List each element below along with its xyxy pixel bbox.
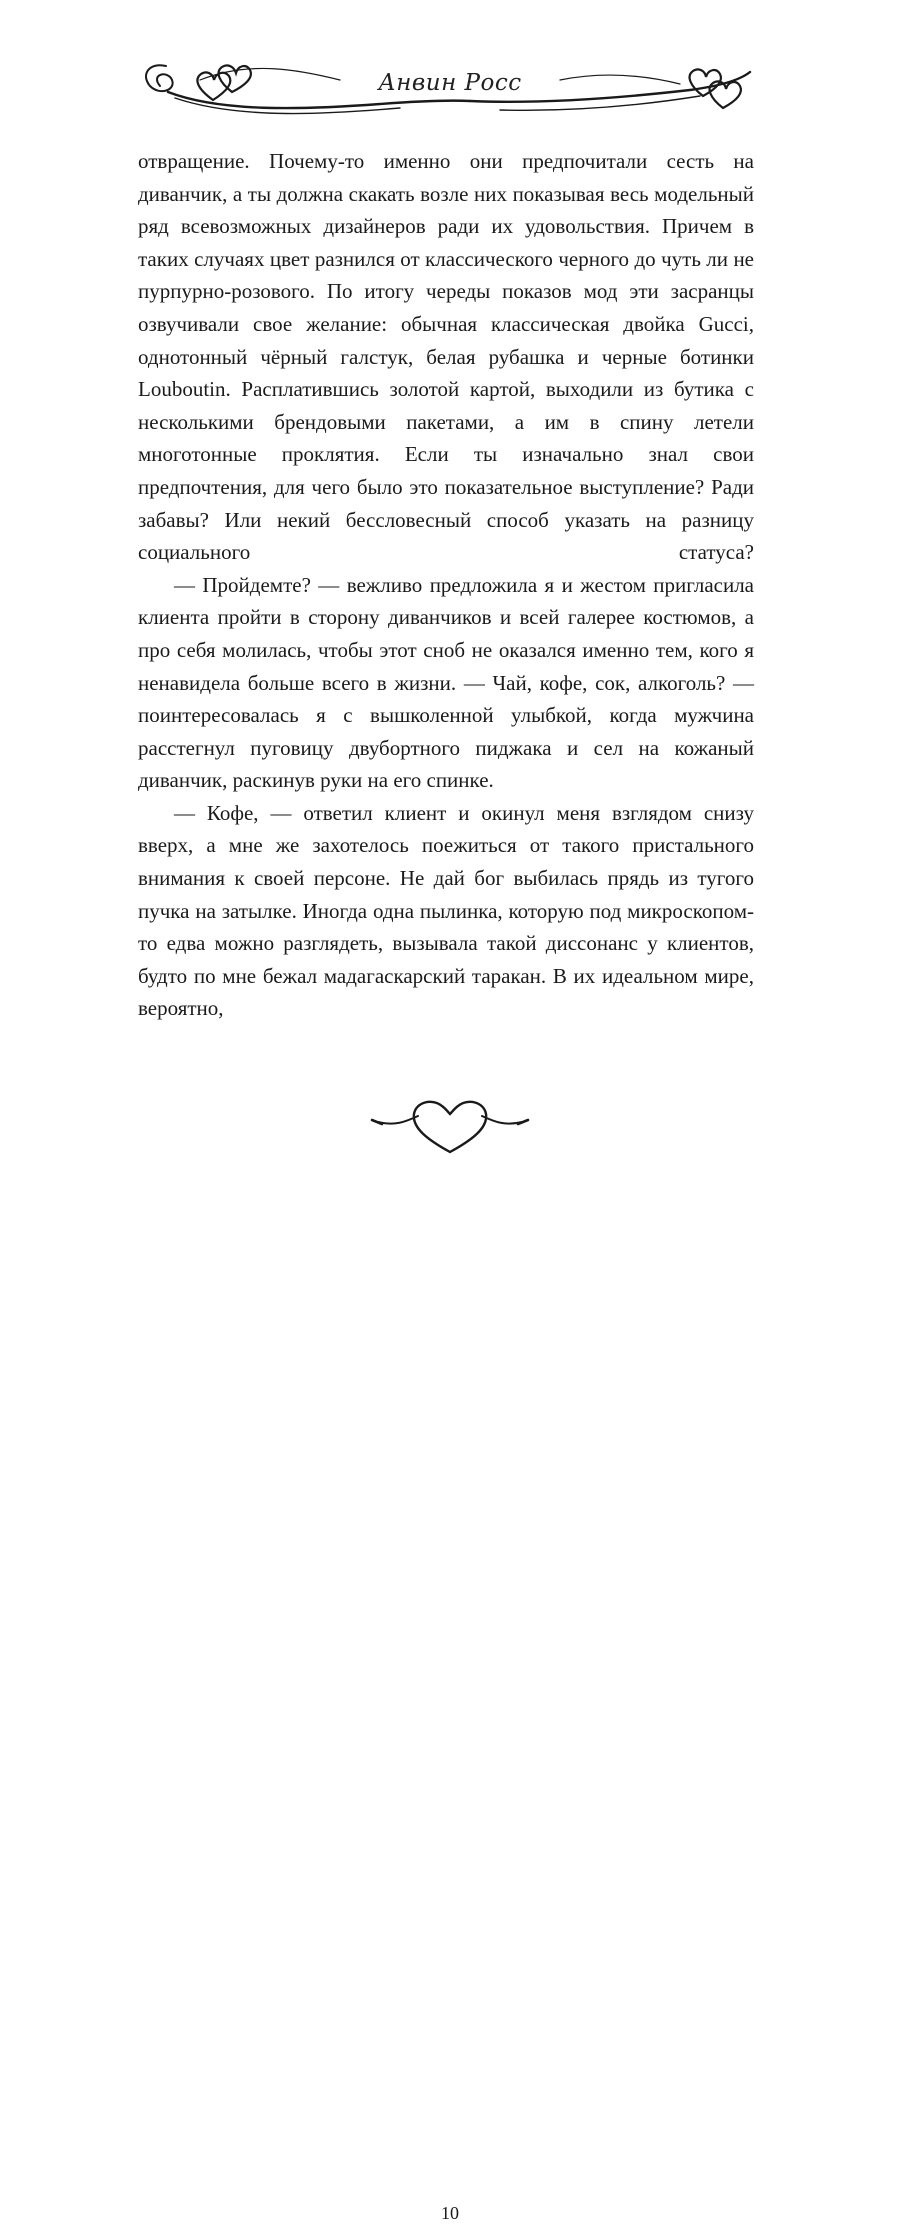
- page-text: [138, 145, 754, 1025]
- running-head-author: Анвин Росс: [378, 70, 522, 96]
- paragraph-dialogue-1: — Пройдемте? — вежливо предложила я и жестом пригласила клиента пройти в сторону диванчиков и всей галерее костюмов, а про себя молилась, чтобы этот сноб не оказался именно тем, кого я ненавидела больше всего в жизни. — Чай, кофе, сок, алкоголь? — поинтересовалась я с вышколенной улыбкой, когда мужчина расстегнул пуговицу двубортного пиджака и сел на кожаный диванчик, раскинув руки на его спинке.: [138, 572, 754, 793]
- page-number: 10: [441, 2203, 459, 2223]
- paragraph-continued: отвращение. Почему-то именно они предпочитали сесть на диванчик, а ты должна скакать возле них показывая весь модельный ряд всевозможных дизайнеров ради их удовольствия. Причем в таких случаях цвет разнился от классического черного до чуть ли не пурпурно-розового. По итогу череды показов мод эти засранцы озвучивали свое желание: обычная классическая двойка Gucci, однотонный чёрный галстук, белая рубашка и черные ботинки Louboutin. Расплатившись золотой картой, выходили из бутика с несколькими брендовыми пакетами, а им в спину летели многотонные проклятия. Если ты изначально знал свои предпочтения, для чего было это показательное выступление? Ради забавы? Или некий бессловесный способ указать на разницу социального статуса?: [138, 149, 754, 565]
- paragraph-dialogue-2: — Кофе, — ответил клиент и окинул меня взглядом снизу вверх, а мне же захотелось поежиться от такого пристального внимания к своей персоне. Не дай бог выбилась прядь из тугого пучка на затылке. Иногда одна пылинка, которую под микроскопом-то едва можно разглядеть, вызывала такой диссонанс у клиентов, будто по мне бежал мадагаскарский таракан. В их идеальном мире, вероятно,: [138, 800, 754, 1021]
- page-header: [0, 0, 900, 140]
- page-footer: [0, 1092, 900, 2223]
- heart-ornament-icon: [0, 1092, 900, 1162]
